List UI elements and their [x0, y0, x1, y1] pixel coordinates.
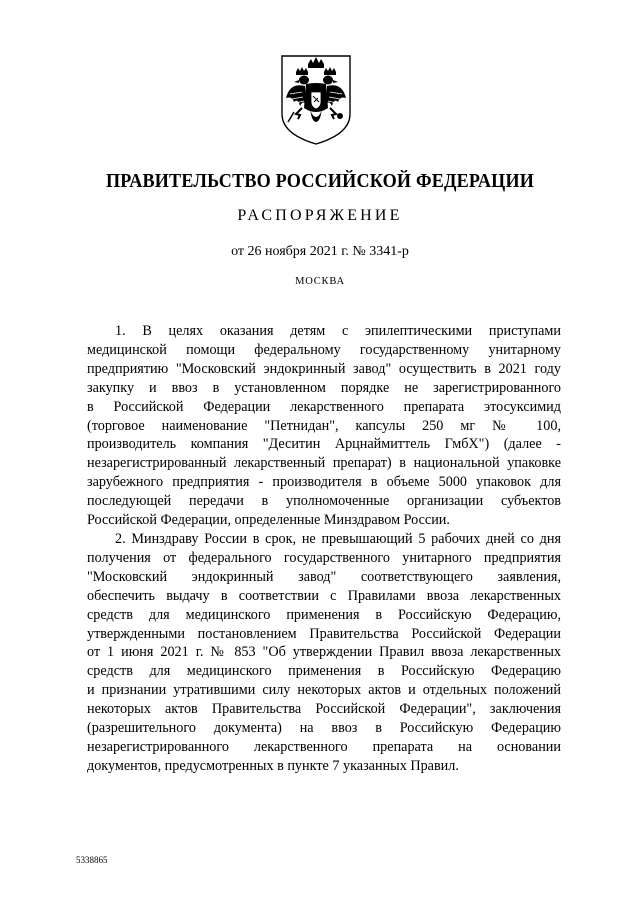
text-line: некоторых актов Правительства Российской Федерации", заключения: [87, 701, 561, 718]
text-line: предприятию "Московский эндокринный завод" осуществить в 2021 году: [87, 360, 561, 377]
text-line: закупку и ввоз в установленном порядке не зарегистрированного: [87, 379, 561, 396]
text-line: зарубежного предприятия - производителя в объеме 5000 упаковок для: [87, 474, 561, 491]
text-line: "Московский эндокринный завод" соответствующего заявления,: [87, 568, 561, 585]
document-code: 5338865: [76, 855, 108, 865]
text-line: 2. Минздраву России в срок, не превышающий 5 рабочих дней со дня: [115, 530, 561, 547]
government-title: ПРАВИТЕЛЬСТВО РОССИЙСКОЙ ФЕДЕРАЦИИ: [105, 171, 535, 192]
russian-emblem-icon: [276, 52, 356, 148]
text-line: получения от федерального государственного унитарного предприятия: [87, 549, 561, 566]
paragraph-1: [87, 322, 561, 530]
text-line: и признании утратившими силу некоторых актов и отдельных положений: [87, 682, 561, 699]
text-line: в Российской Федерации лекарственного препарата этосуксимид: [87, 398, 561, 415]
text-line: незарегистрированного лекарственного препарата на основании: [87, 738, 561, 755]
text-line: средств для медицинского применения в Российскую Федерацию: [87, 663, 561, 680]
text-line: последующей передачи в уполномоченные организации субъектов: [87, 493, 561, 510]
document-city: МОСКВА: [295, 276, 345, 287]
text-line: от 1 июня 2021 г. № 853 "Об утверждении Правил ввоза лекарственных: [87, 644, 561, 661]
paragraph-2: [87, 530, 561, 776]
text-line: утвержденными постановлением Правительства Российской Федерации: [87, 625, 561, 642]
text-line: (разрешительного документа) на ввоз в Российскую Федерацию: [87, 720, 561, 737]
document-type: РАСПОРЯЖЕНИЕ: [237, 207, 403, 224]
text-line: Российской Федерации, определенные Минздравом России.: [87, 512, 450, 529]
text-line: (торговое наименование "Петнидан", капсулы 250 мг № 100,: [87, 417, 561, 434]
text-line: обеспечить выдачу в соответствии с Правилами ввоза лекарственных: [87, 587, 561, 604]
text-line: 1. В целях оказания детям с эпилептическими приступами: [115, 323, 561, 339]
text-line: незарегистрированный лекарственный препарат) в национальной упаковке: [87, 455, 561, 472]
text-line: средств для медицинского применения в Российскую Федерацию,: [87, 606, 561, 623]
document-body: [87, 322, 561, 776]
text-line: документов, предусмотренных в пункте 7 указанных Правил.: [87, 757, 459, 774]
text-line: медицинской помощи федеральному государственному унитарному: [87, 341, 561, 358]
document-date-number: от 26 ноября 2021 г. № 3341-р: [231, 244, 409, 259]
text-line: производитель компания "Деситин Арцнаймиттель ГмбХ") (далее -: [87, 436, 561, 453]
